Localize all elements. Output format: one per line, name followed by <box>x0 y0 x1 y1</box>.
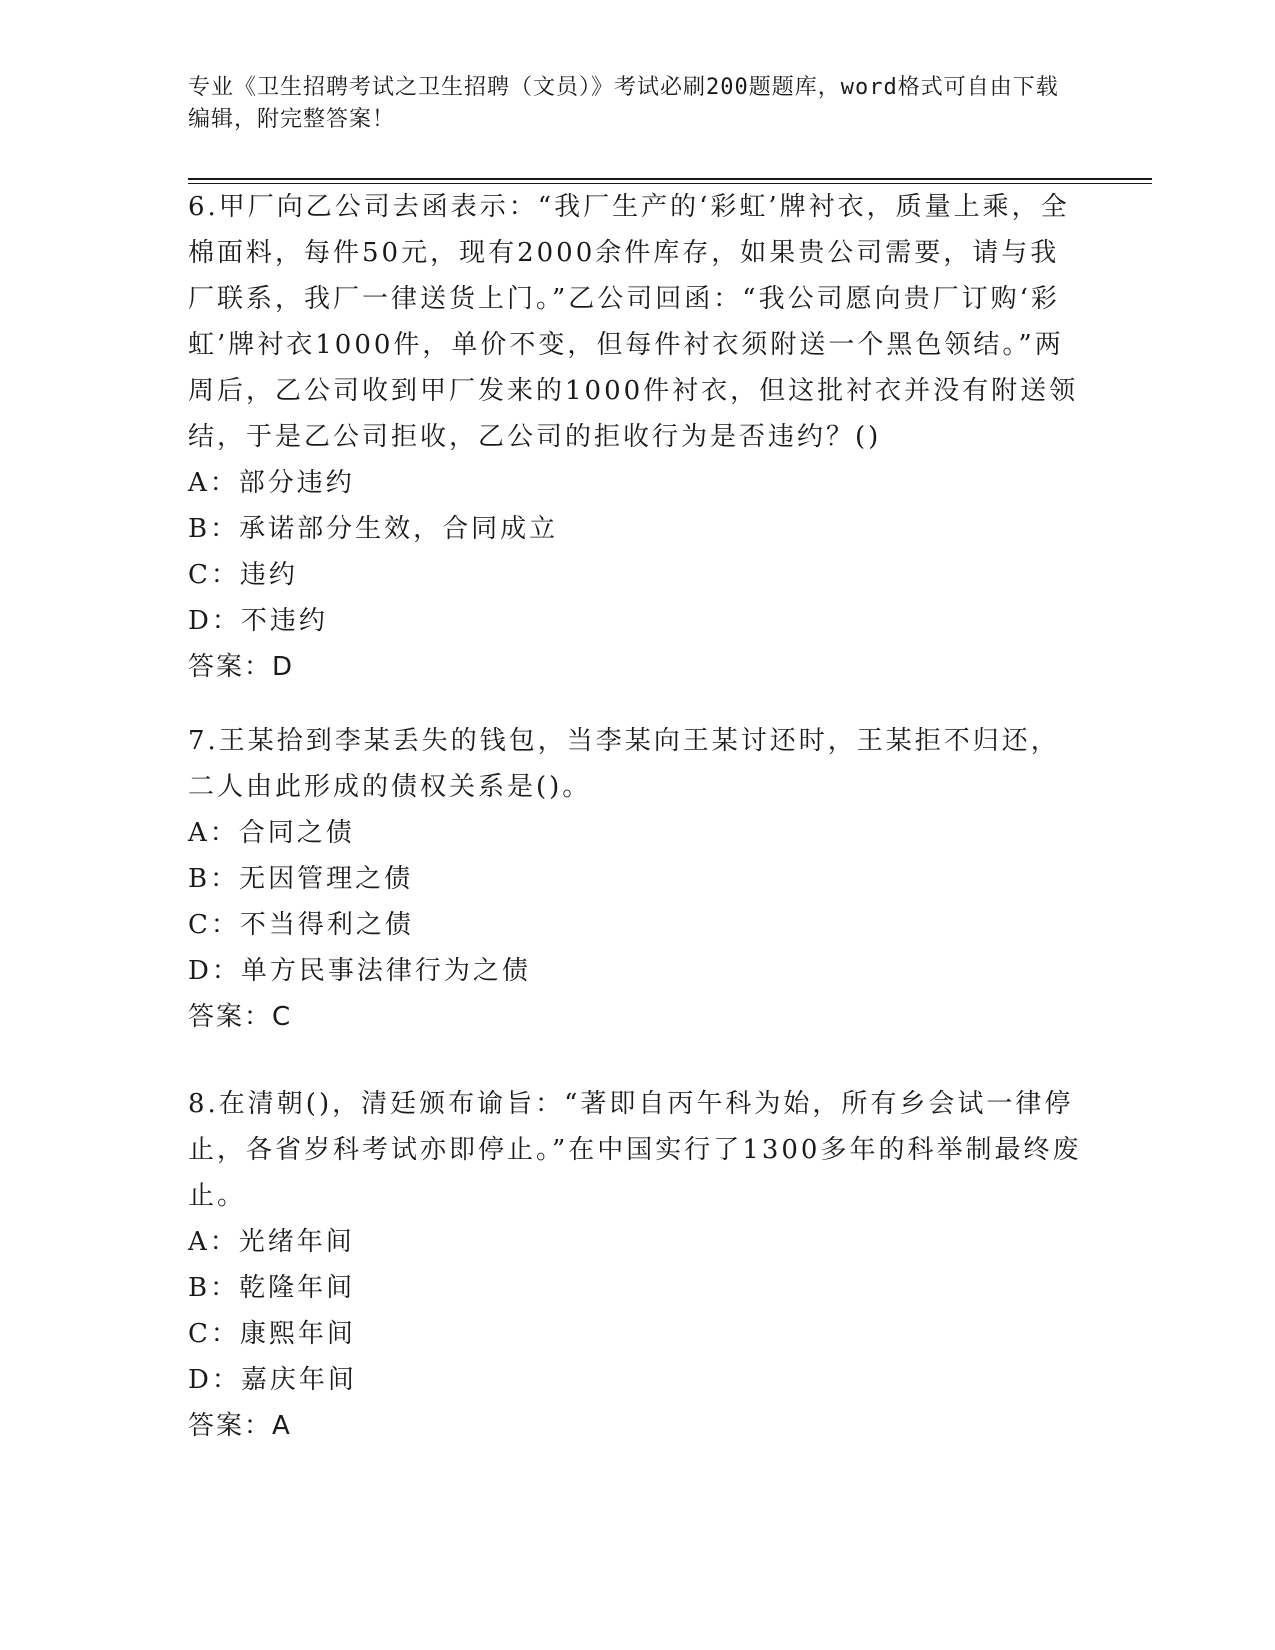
header-divider-thick <box>188 178 1152 180</box>
option-d: D：不违约 <box>188 606 328 636</box>
option-a: A：合同之债 <box>188 818 355 848</box>
option-c: C：不当得利之债 <box>188 910 414 940</box>
option-c: C：康熙年间 <box>188 1319 356 1349</box>
option-d: D：单方民事法律行为之债 <box>188 956 531 986</box>
answer-line: 答案：D <box>188 652 295 682</box>
question-stem: 6.甲厂向乙公司去函表示：“我厂生产的‘彩虹’牌衬衣，质量上乘，全棉面料，每件50元，现有2000余件库存，如果贵公司需要，请与我厂联系，我厂一律送货上门。”乙公司回函：“我公司愿向贵厂订购‘彩虹’牌衬衣1000件，单价不变，但每件衬衣须附送一个黑色领结。”两周后，乙公司收到甲厂发来的1000件衬衣，但这批衬衣并没有附送领结，于是乙公司拒收，乙公司的拒收行为是否违约？() <box>188 192 1079 452</box>
option-b: B：乾隆年间 <box>188 1273 356 1303</box>
option-b: B：承诺部分生效，合同成立 <box>188 514 559 544</box>
option-b: B：无因管理之债 <box>188 864 414 894</box>
answer-line: 答案：C <box>188 1002 293 1032</box>
option-a: A：光绪年间 <box>188 1227 355 1257</box>
document-header: 专业《卫生招聘考试之卫生招聘（文员）》考试必刷200题题库，word格式可自由下载编辑，附完整答案！ <box>188 75 1059 132</box>
option-c: C：违约 <box>188 560 298 590</box>
question-7 <box>188 718 1088 1040</box>
question-6 <box>188 184 1088 690</box>
option-a: A：部分违约 <box>188 468 355 498</box>
option-d: D：嘉庆年间 <box>188 1365 357 1395</box>
question-8 <box>188 1081 1088 1449</box>
question-stem: 8.在清朝()，清廷颁布谕旨：“著即自丙午科为始，所有乡会试一律停止，各省岁科考试亦即停止。”在中国实行了1300多年的科举制最终废止。 <box>188 1089 1082 1211</box>
question-stem: 7.王某拾到李某丢失的钱包，当李某向王某讨还时，王某拒不归还，二人由此形成的债权关系是()。 <box>188 726 1060 802</box>
answer-line: 答案：A <box>188 1411 292 1441</box>
